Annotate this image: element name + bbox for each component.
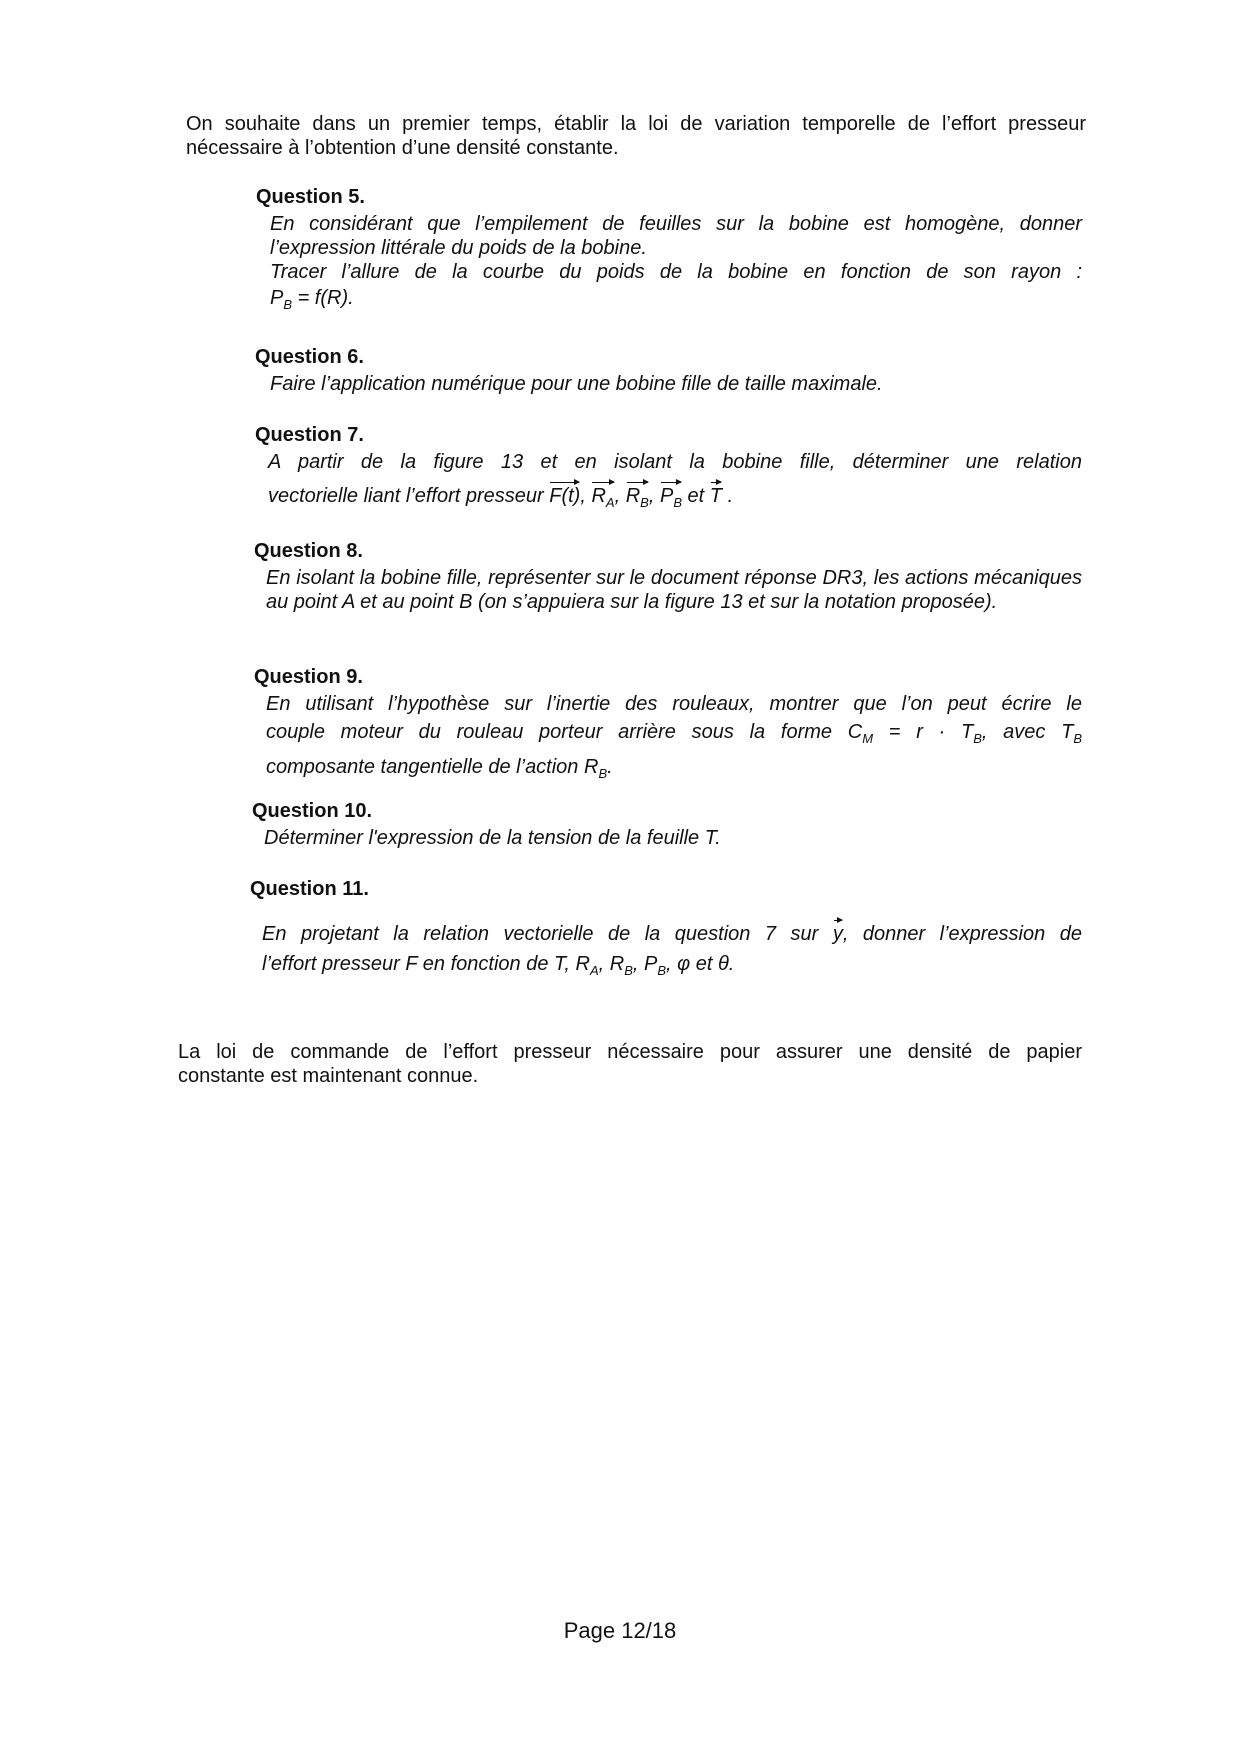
question-7-text-1: A partir de la figure 13 et en isolant la bobine fille, déterminer une relation (268, 451, 1082, 473)
avec-tb-subscript: B (1073, 731, 1082, 746)
question-5-formula (270, 286, 1082, 317)
question-9-text-3 (266, 755, 1082, 786)
question-10-text: Déterminer l'expression de la tension de la feuille T. (264, 827, 721, 849)
pb-sub: B (657, 963, 666, 978)
question-8-title: Question 8. (254, 540, 363, 562)
conclusion-line-2: constante est maintenant connue. (178, 1065, 479, 1087)
cm-equation: = r · T (873, 721, 974, 743)
question-9-composante: composante tangentielle de l’action R (266, 756, 599, 778)
vector-ra (591, 480, 614, 515)
rb-sub: B (624, 963, 633, 978)
cm-symbol: C (847, 721, 863, 743)
vector-pb (660, 480, 682, 515)
conclusion-line-1: La loi de commande de l’effort presseur nécessaire pour assurer une densité de papier (178, 1041, 1082, 1063)
pb-formula-rhs: = f(R). (292, 287, 354, 309)
question-6-text: Faire l’application numérique pour une bobine fille de taille maximale. (270, 373, 883, 395)
question-5-title: Question 5. (256, 186, 365, 208)
question-9-avec: , avec T (981, 721, 1074, 743)
cm-subscript: M (862, 731, 874, 746)
vector-rb (626, 480, 649, 515)
pb-prefix: , P (632, 953, 658, 975)
vector-f-label: F(t) (549, 485, 581, 507)
question-11-effort: l’effort presseur F en fonction de T, R (262, 953, 590, 975)
page-number: Page 12/18 (563, 1618, 677, 1643)
ra-subscript: A (589, 963, 599, 978)
vector-ra-sub: A (605, 495, 615, 510)
vector-pb-sub: B (673, 495, 682, 510)
question-6-title: Question 6. (255, 346, 364, 368)
question-9-title: Question 9. (254, 666, 363, 688)
question-9-text-2 (266, 720, 1082, 751)
tb-subscript: B (973, 731, 982, 746)
question-11-title: Question 11. (250, 878, 369, 900)
question-11-text-1 (262, 918, 1082, 946)
question-11-text-2 (262, 952, 1082, 983)
question-11-body (262, 918, 1082, 983)
question-8-text: En isolant la bobine fille, représenter sur le document réponse DR3, les actions mécaniques au point A et au point B (on s’appuiera sur la figure 13 et sur la notation proposée). (266, 567, 1082, 613)
question-7-text-2: vectorielle liant l’effort presseur F(t), $R_A$, $R_B$, $P_B$ et T . (268, 480, 1082, 515)
vector-rb-sub: B (640, 495, 649, 510)
vector-y (833, 918, 843, 946)
vector-t (710, 480, 722, 508)
question-5-text-2: Tracer l’allure de la courbe du poids de la bobine en fonction de son rayon : (270, 261, 1082, 283)
rb-prefix: , R (598, 953, 625, 975)
question-9-body (266, 692, 1082, 786)
question-11-end: , φ et θ. (665, 953, 735, 975)
question-7-body (268, 450, 1082, 515)
vector-pb-label: P (659, 485, 674, 507)
intro-line-1: On souhaite dans un premier temps, établir la loi de variation temporelle de l’effort presseur (186, 113, 1086, 135)
question-7-et: et (687, 485, 705, 507)
vector-ra-label: R (591, 485, 606, 507)
cm-formula (847, 721, 982, 746)
question-11-intro: En projetant la relation vectorielle de la question 7 sur (262, 923, 819, 945)
question-9-text-1: En utilisant l’hypothèse sur l’inertie des rouleaux, montrer que l’on peut écrire le (266, 693, 1082, 715)
question-7-end: . (727, 485, 734, 507)
rb-subscript: B (598, 766, 608, 781)
question-11-continuation: , donner l’expression de (842, 923, 1082, 945)
question-9-intro: couple moteur du rouleau porteur arrière sous la forme (266, 721, 833, 743)
vector-y-label: y (832, 923, 843, 945)
vector-f-of-t (549, 480, 580, 508)
vector-t-label: T (709, 485, 723, 507)
question-7-intro: vectorielle liant l’effort presseur (268, 485, 544, 507)
question-7-title: Question 7. (255, 424, 364, 446)
pb-symbol: P (270, 287, 284, 309)
question-10-title: Question 10. (252, 800, 373, 822)
intro-line-2: nécessaire à l’obtention d’une densité constante. (186, 137, 619, 159)
vector-rb-label: R (625, 485, 641, 507)
pb-subscript: B (283, 297, 293, 312)
question-5-body (270, 212, 1082, 317)
question-9-end: . (607, 756, 613, 778)
question-5-text-1: En considérant que l’empilement de feuilles sur la bobine est homogène, donner l’expression littérale du poids de la bobine. (270, 213, 1082, 259)
